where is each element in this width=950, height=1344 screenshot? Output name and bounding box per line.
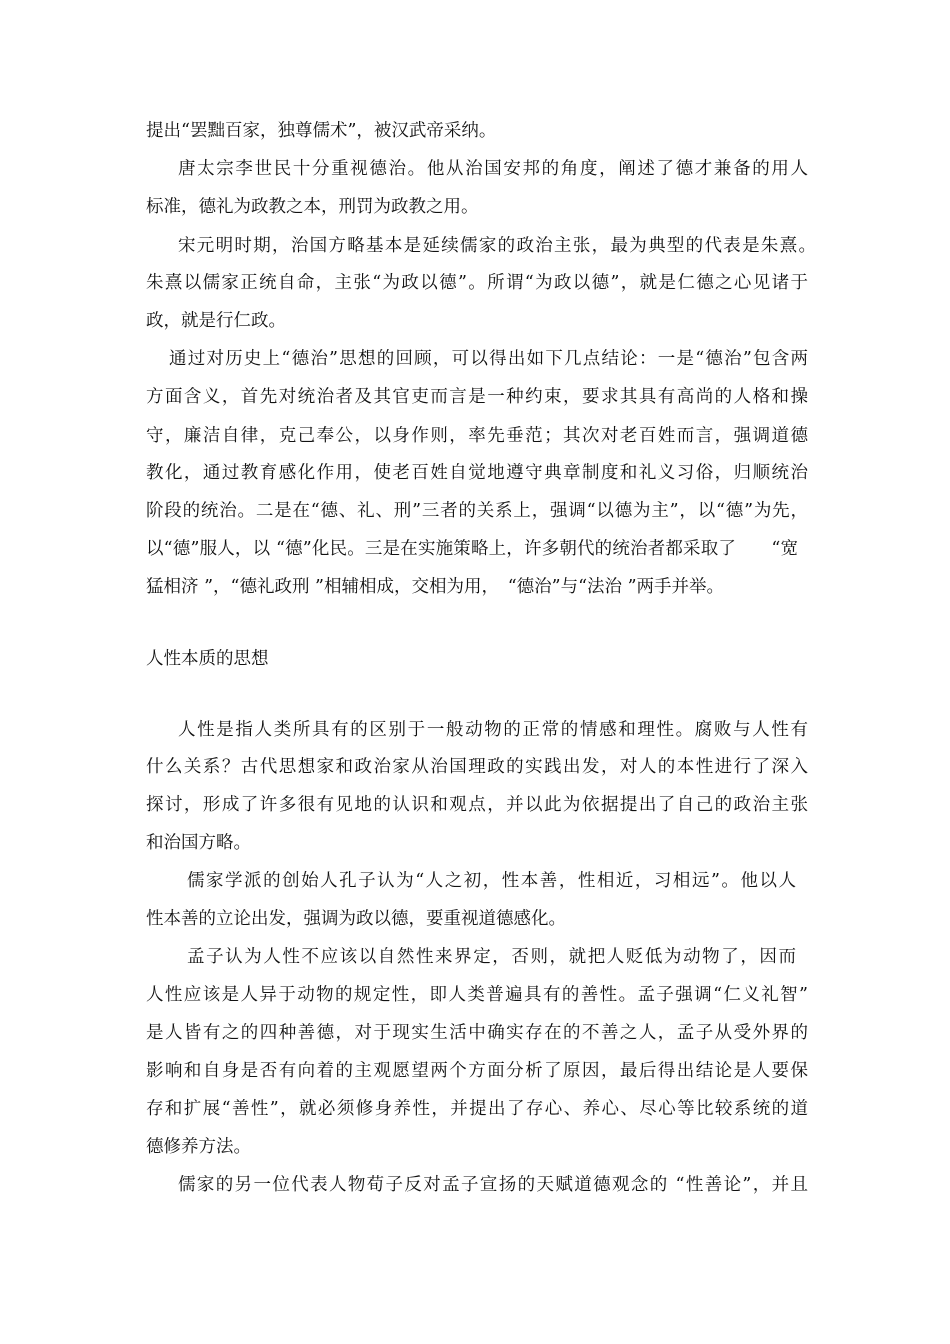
text-line: 孟子认为人性不应该以自然性来界定，否则，就把人贬低为动物了，因而 (187, 947, 796, 967)
text-line: 探讨，形成了许多很有见地的认识和观点，并以此为依据提出了自己的政治主张 (146, 795, 808, 815)
text-line: 人性应该是人异于动物的规定性，即人类普遍具有的善性。孟子强调“仁义礼智” (146, 985, 808, 1005)
text-line: 人性是指人类所具有的区别于一般动物的正常的情感和理性。腐败与人性有 (178, 720, 808, 740)
text-line: 存和扩展“善性”，就必须修身养性，并提出了存心、养心、尽心等比较系统的道 (146, 1099, 808, 1119)
text-line: 教化，通过教育感化作用，使老百姓自觉地遵守典章制度和礼义习俗，归顺统治 (146, 463, 808, 483)
text-line: 以“德”服人，以 “德”化民。三是在实施策略上，许多朝代的统治者都采取了 “宽 (146, 539, 798, 559)
text-line: 通过对历史上“德治”思想的回顾，可以得出如下几点结论：一是“德治”包含两 (169, 349, 808, 369)
text-line: 守，廉洁自律，克己奉公，以身作则，率先垂范；其次对老百姓而言，强调道德 (146, 426, 808, 446)
text-line: 朱熹以儒家正统自命，主张“为政以德”。所谓“为政以德”，就是仁德之心见诸于 (146, 273, 808, 293)
text-line: 影响和自身是否有向着的主观愿望两个方面分析了原因，最后得出结论是人要保 (146, 1061, 808, 1081)
text-line: 方面含义，首先对统治者及其官吏而言是一种约束，要求其具有高尚的人格和操 (146, 387, 808, 407)
text-line: 宋元明时期，治国方略基本是延续儒家的政治主张，最为典型的代表是朱熹。 (178, 236, 816, 256)
text-line: 性本善的立论出发，强调为政以德，要重视道德感化。 (146, 909, 566, 929)
text-line: 和治国方略。 (146, 833, 251, 853)
text-line: 提出“罢黜百家，独尊儒术”，被汉武帝采纳。 (146, 121, 497, 141)
text-line: 政，就是行仁政。 (146, 311, 286, 331)
text-line: 德修养方法。 (146, 1137, 251, 1157)
text-line: 儒家学派的创始人孔子认为“人之初，性本善，性相近，习相远”。他以人 (187, 871, 796, 891)
text-line: 阶段的统治。二是在“德、礼、刑”三者的关系上，强调“以德为主”，以“德”为先， (146, 501, 808, 521)
text-line: 标准，德礼为政教之本，刑罚为政教之用。 (146, 197, 479, 217)
text-line: 是人皆有之的四种善德，对于现实生活中确实存在的不善之人，孟子从受外界的 (146, 1023, 808, 1043)
text-line: 猛相济 ”，“德礼政刑 ”相辅相成，交相为用， “德治”与“法治 ”两手并举。 (146, 577, 725, 597)
text-line: 唐太宗李世民十分重视德治。他从治国安邦的角度，阐述了德才兼备的用人 (178, 159, 808, 179)
section-heading: 人性本质的思想 (146, 649, 269, 669)
text-line: 儒家的另一位代表人物荀子反对孟子宣扬的天赋道德观念的 “性善论”，并且 (178, 1175, 808, 1195)
text-line: 什么关系？古代思想家和政治家从治国理政的实践出发，对人的本性进行了深入 (146, 757, 808, 777)
